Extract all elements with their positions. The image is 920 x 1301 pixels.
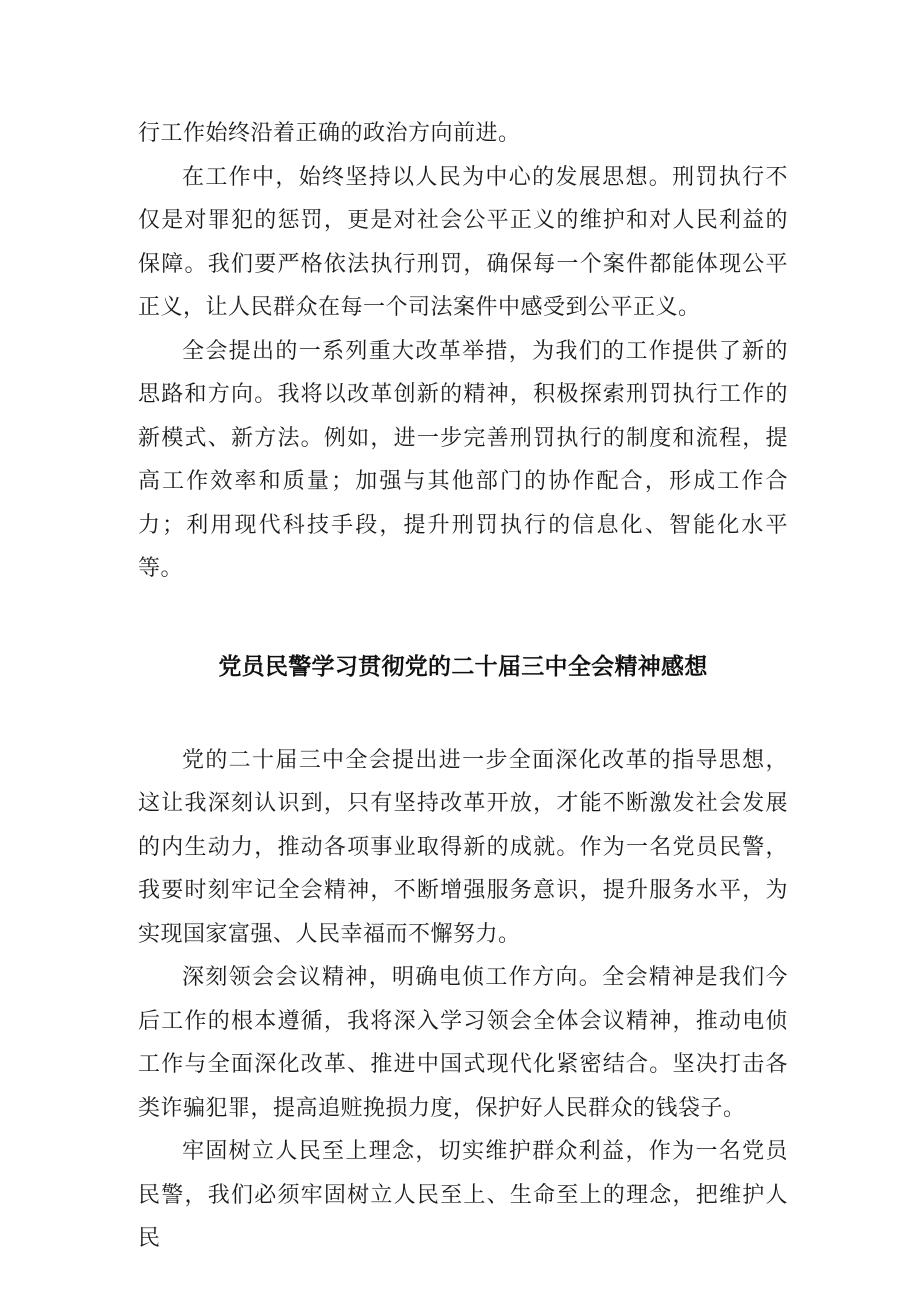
paragraph: 牢固树立人民至上理念，切实维护群众利益，作为一名党员民警，我们必须牢固树立人民至上、生命至上的理念，把维护人民: [138, 1139, 788, 1251]
spacer: [138, 687, 788, 739]
section-title: 党员民警学习贯彻党的二十届三中全会精神感想: [218, 653, 708, 680]
paragraph: 党的二十届三中全会提出进一步全面深化改革的指导思想，这让我深刻认识到，只有坚持改革开放，才能不断激发社会发展的内生动力，推动各项事业取得新的成就。作为一名党员民警，我要时刻牢记全会精神，不断增强服务意识，提升服务水平，为实现国家富强、人民幸福而不懈努力。: [138, 747, 788, 947]
paragraph-continued: 行工作始终沿着正确的政治方向前进。: [138, 121, 521, 146]
paragraph: 全会提出的一系列重大改革举措，为我们的工作提供了新的思路和方向。我将以改革创新的精神，积极探索刑罚执行工作的新模式、新方法。例如，进一步完善刑罚执行的制度和流程，提高工作效率和质量；加强与其他部门的协作配合，形成工作合力；利用现代科技手段，提升刑罚执行的信息化、智能化水平等。: [138, 338, 788, 581]
document-page: [138, 112, 788, 1261]
spacer: [138, 591, 788, 647]
paragraph: 深刻领会会议精神，明确电侦工作方向。全会精神是我们今后工作的根本遵循，我将深入学习领会全体会议精神，推动电侦工作与全面深化改革、推进中国式现代化紧密结合。坚决打击各类诈骗犯罪，提高追赃挽损力度，保护好人民群众的钱袋子。: [138, 965, 788, 1121]
paragraph: 在工作中，始终坚持以人民为中心的发展思想。刑罚执行不仅是对罪犯的惩罚，更是对社会公平正义的维护和对人民利益的保障。我们要严格依法执行刑罚，确保每一个案件都能体现公平正义，让人民群众在每一个司法案件中感受到公平正义。: [138, 164, 788, 320]
